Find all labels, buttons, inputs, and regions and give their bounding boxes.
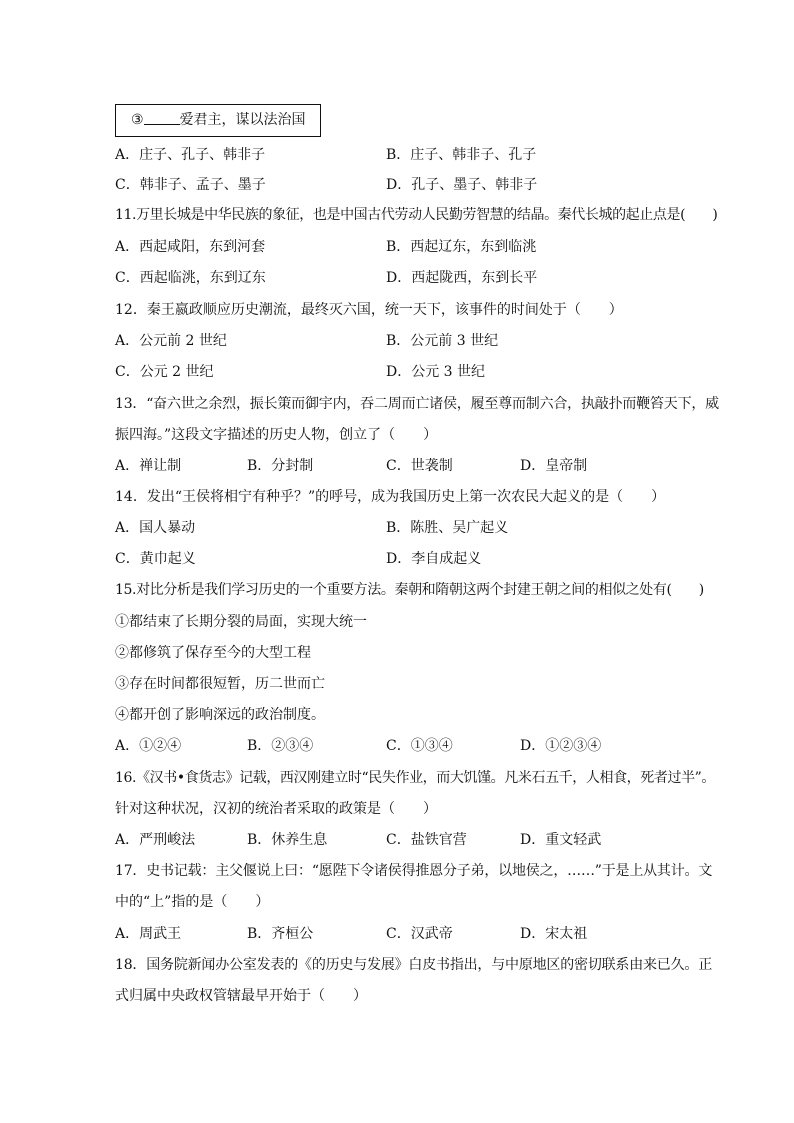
q15-statement-1: ①都结束了长期分裂的局面，实现大统一 bbox=[115, 614, 367, 630]
q11-option-d: D．西起陇西，东到长平 bbox=[386, 270, 538, 286]
q17-option-d: D．宋太祖 bbox=[520, 926, 588, 942]
q14-option-c: C．黄巾起义 bbox=[115, 551, 196, 567]
q17-stem-line1: 17．史书记载：主父偃说上曰：“愿陛下令诸侯得推恩分子弟，以地侯之，……”于是上从其计。文 bbox=[115, 863, 713, 879]
q15-stem: 15.对比分析是我们学习历史的一个重要方法。秦朝和隋朝这两个封建王朝之间的相似之处有( ) bbox=[115, 582, 704, 598]
q16-option-c: C．盐铁官营 bbox=[386, 832, 467, 848]
q12-option-c: C．公元 2 世纪 bbox=[115, 364, 214, 380]
q17-option-b: B．齐桓公 bbox=[247, 926, 314, 942]
quote-box-rest: 爱君主，谋以法治国 bbox=[179, 112, 306, 128]
q10-option-b: B．庄子、韩非子、孔子 bbox=[386, 147, 537, 163]
circle-number: ③ bbox=[131, 112, 144, 128]
q14-option-a: A．国人暴动 bbox=[115, 520, 196, 536]
q16-option-d: D．重文轻武 bbox=[520, 832, 602, 848]
q15-statement-2: ②都修筑了保存至今的大型工程 bbox=[115, 645, 311, 661]
quote-box-text bbox=[131, 110, 306, 130]
q13-stem-line2: 振四海。”这段文字描述的历史人物，创立了（ ） bbox=[115, 427, 438, 443]
q18-stem-line2: 式归属中央政权管辖最早开始于（ ） bbox=[115, 988, 367, 1004]
q15-option-a: A．①②④ bbox=[115, 738, 182, 754]
q13-stem-line1: 13．“奋六世之余烈，振长策而御宇内，吞二周而亡诸侯，履至尊而制六合，执敲扑而鞭笞天下，威 bbox=[115, 396, 719, 412]
q17-option-c: C．汉武帝 bbox=[386, 926, 453, 942]
q11-option-a: A．西起咸阳，东到河套 bbox=[115, 239, 266, 255]
q12-option-b: B．公元前 3 世纪 bbox=[386, 333, 499, 349]
q15-option-c: C．①③④ bbox=[386, 738, 453, 754]
q17-option-a: A．周武王 bbox=[115, 926, 182, 942]
q18-stem-line1: 18．国务院新闻办公室发表的《的历史与发展》白皮书指出，与中原地区的密切联系由来已久。正 bbox=[115, 957, 713, 973]
q12-stem: 12．秦王嬴政顺应历史潮流，最终灭六国，统一天下，该事件的时间处于（ ） bbox=[115, 302, 623, 318]
q15-option-b: B．②③④ bbox=[247, 738, 314, 754]
q15-option-d: D．①②③④ bbox=[520, 738, 602, 754]
q14-option-d: D．李自成起义 bbox=[386, 551, 482, 567]
q11-option-c: C．西起临洮，东到辽东 bbox=[115, 270, 266, 286]
q16-stem-line1: 16.《汉书•食货志》记载，西汉刚建立时“民失作业，而大饥馑。凡米石五千，人相食，死者过半”。 bbox=[115, 770, 716, 786]
q10-option-d: D．孔子、墨子、韩非子 bbox=[386, 177, 538, 193]
q13-option-b: B．分封制 bbox=[247, 458, 314, 474]
q15-statement-4: ④都开创了影响深远的政治制度。 bbox=[115, 707, 325, 723]
q12-option-a: A．公元前 2 世纪 bbox=[115, 333, 227, 349]
q15-statement-3: ③存在时间都很短暂，历二世而亡 bbox=[115, 676, 325, 692]
q13-option-a: A．禅让制 bbox=[115, 458, 182, 474]
q11-stem: 11.万里长城是中华民族的象征，也是中国古代劳动人民勤劳智慧的结晶。秦代长城的起止点是( ) bbox=[115, 207, 718, 223]
q11-option-b: B．西起辽东，东到临洮 bbox=[386, 239, 537, 255]
q13-option-d: D．皇帝制 bbox=[520, 458, 588, 474]
fill-blank bbox=[144, 110, 180, 125]
q13-option-c: C．世袭制 bbox=[386, 458, 453, 474]
q10-option-c: C．韩非子、孟子、墨子 bbox=[115, 177, 266, 193]
q12-option-d: D．公元 3 世纪 bbox=[386, 364, 486, 380]
q16-option-a: A．严刑峻法 bbox=[115, 832, 196, 848]
q14-option-b: B．陈胜、吴广起义 bbox=[386, 520, 509, 536]
q17-stem-line2: 中的“上”指的是（ ） bbox=[115, 894, 270, 910]
q16-stem-line2: 针对这种状况，汉初的统治者采取的政策是（ ） bbox=[115, 801, 437, 817]
q16-option-b: B．休养生息 bbox=[247, 832, 328, 848]
q10-option-a: A．庄子、孔子、韩非子 bbox=[115, 147, 266, 163]
q14-stem: 14．发出“王侯将相宁有种乎？”的呼号，成为我国历史上第一次农民大起义的是（ ） bbox=[115, 489, 666, 505]
